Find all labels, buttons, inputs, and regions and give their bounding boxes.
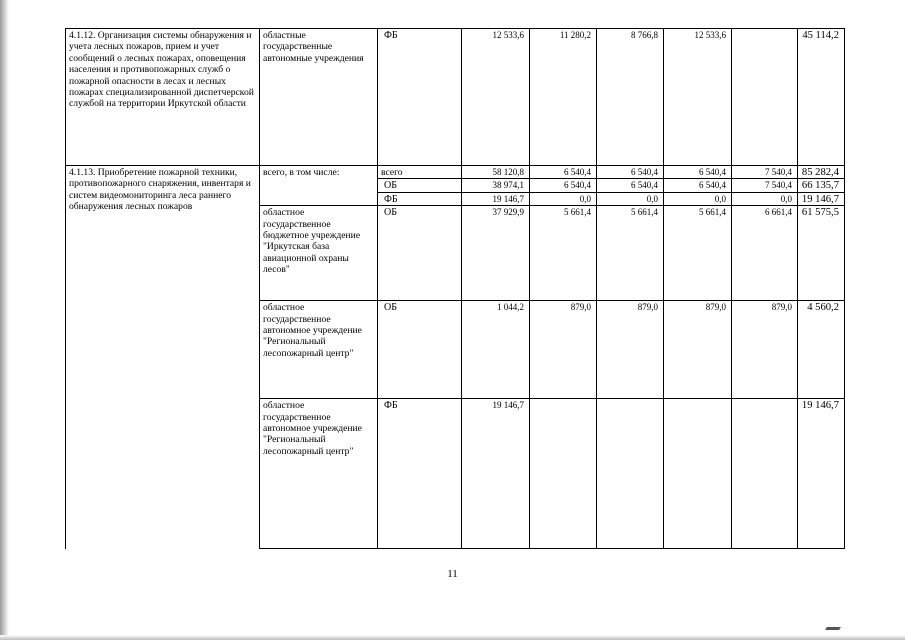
value-fb-y3: 0,0 (597, 192, 664, 205)
table-row-4-1-12 (66, 29, 845, 166)
value-4-1-12-y3: 8 766,8 (597, 29, 664, 166)
funding-source-4-1-12: ФБ (378, 29, 462, 166)
value-ob-y3: 6 540,4 (597, 179, 664, 192)
value-center-fb-y3 (597, 399, 664, 549)
executor-fire-center-ob: областное государственное автономное учреждение "Региональный лесопожарный центр" (260, 301, 378, 399)
value-center-ob-y4: 879,0 (664, 301, 732, 399)
funding-source-total: всего (378, 166, 462, 179)
value-4-1-12-y4: 12 533,6 (664, 29, 732, 166)
value-fb-y1: 19 146,7 (462, 192, 530, 205)
value-center-ob-y3: 879,0 (597, 301, 664, 399)
value-center-ob-y2: 879,0 (530, 301, 597, 399)
value-aviation-y2: 5 661,4 (530, 206, 597, 301)
total-fire-center-ob: 4 560,2 (798, 301, 845, 399)
total-ob: 66 135,7 (798, 179, 845, 192)
scan-shadow-left (0, 0, 9, 640)
measure-name-4-1-12: 4.1.12. Организация системы обнаружения и учета лесных пожаров, прием и учет сообщений о лесных пожарах, оповещения населения и противопожарных служб о пожарной опасности в лесах и лесных пожарах специализированной диспетчерской службой на территории Иркутской области (66, 29, 260, 166)
executor-aviation-base: областное государственное бюджетное учреждение "Иркутская база авиационной охраны лесов" (260, 206, 378, 301)
value-aviation-y3: 5 661,4 (597, 206, 664, 301)
value-4-1-12-y5 (732, 29, 798, 166)
value-fb-y4: 0,0 (664, 192, 732, 205)
funding-source-ob: ОБ (378, 179, 462, 192)
value-fb-y2: 0,0 (530, 192, 597, 205)
measure-name-4-1-13: 4.1.13. Приобретение пожарной техники, противопожарного снаряжения, инвентаря и систем видеомониторинга леса раннего обнаружения лесных пожаров (66, 166, 260, 549)
value-fb-y5: 0,0 (732, 192, 798, 205)
value-4-1-12-y1: 12 533,6 (462, 29, 530, 166)
scan-mark (825, 627, 841, 630)
funding-source-fire-center-fb: ФБ (378, 399, 462, 549)
total-all: 85 282,4 (798, 166, 845, 179)
total-fb: 19 146,7 (798, 192, 845, 205)
value-4-1-12-y2: 11 280,2 (530, 29, 597, 166)
value-total-y4: 6 540,4 (664, 166, 732, 179)
value-center-ob-y5: 879,0 (732, 301, 798, 399)
value-center-fb-y1: 19 146,7 (462, 399, 530, 549)
value-aviation-y1: 37 929,9 (462, 206, 530, 301)
value-ob-y1: 38 974,1 (462, 179, 530, 192)
funding-source-fb: ФБ (378, 192, 462, 205)
value-center-fb-y4 (664, 399, 732, 549)
executor-fire-center-fb: областное государственное автономное учреждение "Региональный лесопожарный центр" (260, 399, 378, 549)
value-center-fb-y2 (530, 399, 597, 549)
executor-4-1-12: областные государственные автономные учреждения (260, 29, 378, 166)
value-aviation-y4: 5 661,4 (664, 206, 732, 301)
value-total-y2: 6 540,4 (530, 166, 597, 179)
value-ob-y5: 7 540,4 (732, 179, 798, 192)
executor-all-4-1-13: всего, в том числе: (260, 166, 378, 206)
scan-shadow-bottom (0, 635, 905, 640)
value-aviation-y5: 6 661,4 (732, 206, 798, 301)
table-row-4-1-13-total (66, 166, 845, 179)
funding-source-fire-center-ob: ОБ (378, 301, 462, 399)
value-ob-y4: 6 540,4 (664, 179, 732, 192)
value-total-y1: 58 120,8 (462, 166, 530, 179)
value-center-ob-y1: 1 044,2 (462, 301, 530, 399)
budget-table (65, 28, 845, 549)
page-number: 11 (447, 568, 458, 580)
value-total-y5: 7 540,4 (732, 166, 798, 179)
value-ob-y2: 6 540,4 (530, 179, 597, 192)
value-center-fb-y5 (732, 399, 798, 549)
funding-source-aviation-base: ОБ (378, 206, 462, 301)
total-aviation-base: 61 575,5 (798, 206, 845, 301)
total-fire-center-fb: 19 146,7 (798, 399, 845, 549)
value-total-y3: 6 540,4 (597, 166, 664, 179)
total-4-1-12: 45 114,2 (798, 29, 845, 166)
